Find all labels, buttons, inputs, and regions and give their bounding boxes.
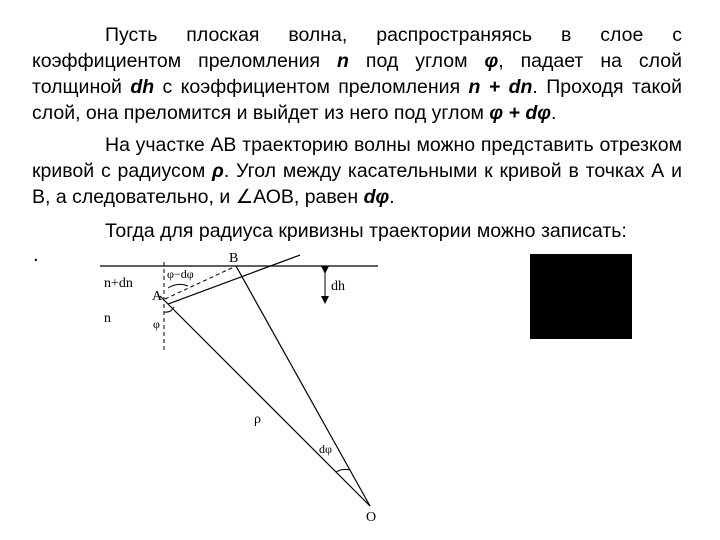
label-o: O [366,510,377,525]
p1-text-6: . [550,102,557,124]
label-rho: ρ [254,412,261,427]
radius-ao [160,296,370,506]
p1-text-3: , падает на слой толщиной [32,50,682,98]
label-n: n [104,311,111,326]
label-phi-minus-dphi: φ−dφ [167,267,194,281]
p1-text-1: Пусть плоская волна, распространяясь в слое с коэффициентом преломления [32,24,682,72]
p2-var-rho: ρ [212,160,224,182]
p2-var-dphi: dφ [363,186,390,208]
p1-text-2: под углом [348,50,485,72]
label-dphi: dφ [319,442,332,456]
p2-text-3: . [389,186,395,208]
p1-var-phi: φ [484,50,499,72]
label-a: A [152,289,163,304]
p3-text-1: Тогда для радиуса кривизны траектории можно записать: [105,220,627,242]
p1-text-5: . Проходя такой слой, она преломится и выйдет из него под углом [32,76,683,124]
bullet-dot: . [33,244,39,266]
label-dh: dh [331,279,345,294]
p1-text-4: с коэффициентом преломления [154,76,469,98]
black-image-placeholder [530,254,632,339]
p1-var-phi-dphi: φ + dφ [489,102,551,124]
label-b: B [229,251,239,266]
label-n-plus-dn: n+dn [104,276,133,291]
p1-var-dh: dh [130,76,155,98]
p2-text-2: . Угол между касательными к кривой в точках А и В, а следовательно, и ∠АОВ, равен [32,160,682,208]
label-phi: φ [153,317,160,331]
p1-var-n-dn: n + dn [468,76,533,98]
angle-arc-b [168,284,188,288]
angle-arc-o [336,469,350,472]
p2-text-1: На участке АВ траекторию волны можно представить отрезком кривой с радиусом [32,134,682,182]
p1-var-n: n [337,50,349,72]
